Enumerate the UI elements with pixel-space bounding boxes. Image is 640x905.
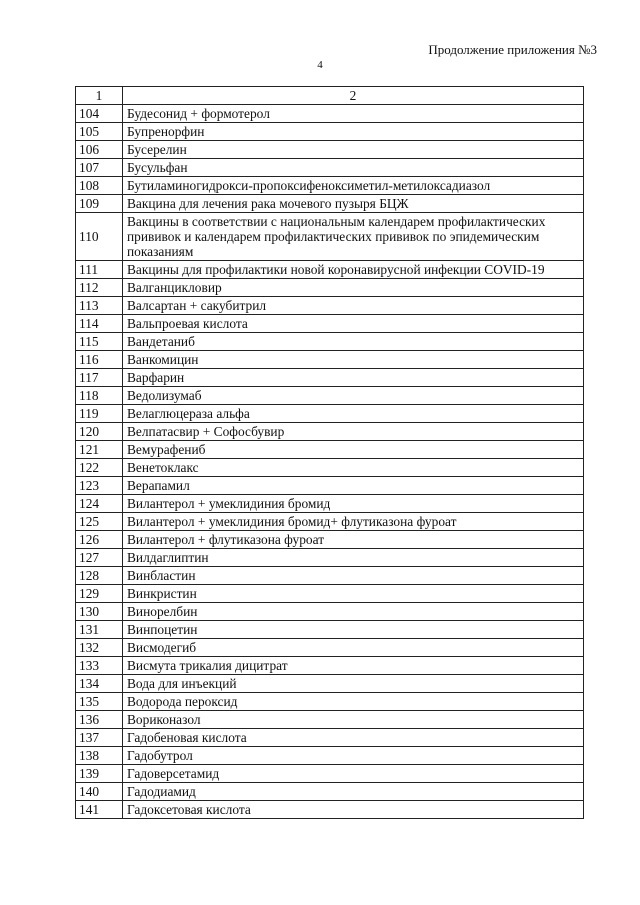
column-header-2: 2	[123, 87, 584, 105]
table-row	[76, 351, 584, 369]
row-number: 109	[76, 195, 123, 213]
medication-name: Вакцины для профилактики новой коронавирусной инфекции COVID-19	[123, 261, 584, 279]
medication-name: Винкристин	[123, 585, 584, 603]
table-row	[76, 495, 584, 513]
table-row	[76, 261, 584, 279]
table-row	[76, 585, 584, 603]
table-row	[76, 765, 584, 783]
row-number: 110	[76, 213, 123, 261]
medication-name: Велаглюцераза альфа	[123, 405, 584, 423]
row-number: 125	[76, 513, 123, 531]
medication-name: Гадоксетовая кислота	[123, 801, 584, 819]
row-number: 139	[76, 765, 123, 783]
medication-table	[75, 86, 584, 819]
table-row	[76, 801, 584, 819]
row-number: 131	[76, 621, 123, 639]
row-number: 133	[76, 657, 123, 675]
row-number: 105	[76, 123, 123, 141]
row-number: 128	[76, 567, 123, 585]
row-number: 111	[76, 261, 123, 279]
medication-name: Вилдаглиптин	[123, 549, 584, 567]
table-row	[76, 213, 584, 261]
table-row	[76, 711, 584, 729]
row-number: 112	[76, 279, 123, 297]
table-row	[76, 513, 584, 531]
table-row	[76, 639, 584, 657]
medication-name: Винбластин	[123, 567, 584, 585]
row-number: 129	[76, 585, 123, 603]
medication-name: Бутиламиногидрокси-пропоксифеноксиметил-метилоксадиазол	[123, 177, 584, 195]
medication-name: Бупренорфин	[123, 123, 584, 141]
medication-name: Вемурафениб	[123, 441, 584, 459]
row-number: 121	[76, 441, 123, 459]
table-row	[76, 159, 584, 177]
row-number: 123	[76, 477, 123, 495]
medication-name: Вилантерол + умеклидиния бромид+ флутиказона фуроат	[123, 513, 584, 531]
row-number: 134	[76, 675, 123, 693]
table-row	[76, 783, 584, 801]
row-number: 104	[76, 105, 123, 123]
column-header-1: 1	[76, 87, 123, 105]
table-body	[76, 87, 584, 819]
medication-name: Вакцины в соответствии с национальным календарем профилактических прививок и календарем профилактических прививок по эпидемическим показаниям	[123, 213, 584, 261]
table-row	[76, 369, 584, 387]
table-row	[76, 315, 584, 333]
medication-name: Водорода пероксид	[123, 693, 584, 711]
medication-name: Гадобеновая кислота	[123, 729, 584, 747]
medication-name: Велпатасвир + Софосбувир	[123, 423, 584, 441]
medication-name: Вальпроевая кислота	[123, 315, 584, 333]
row-number: 122	[76, 459, 123, 477]
medication-name: Гадодиамид	[123, 783, 584, 801]
row-number: 118	[76, 387, 123, 405]
table-row	[76, 123, 584, 141]
table-row	[76, 405, 584, 423]
medication-name: Вакцина для лечения рака мочевого пузыря БЦЖ	[123, 195, 584, 213]
medication-name: Гадобутрол	[123, 747, 584, 765]
table-row	[76, 657, 584, 675]
medication-name: Вандетаниб	[123, 333, 584, 351]
table-row	[76, 387, 584, 405]
medication-name: Гадоверсетамид	[123, 765, 584, 783]
table-row	[76, 141, 584, 159]
medication-name: Вориконазол	[123, 711, 584, 729]
medication-name: Бусульфан	[123, 159, 584, 177]
table-row	[76, 279, 584, 297]
header-note: Продолжение приложения №3	[428, 42, 597, 57]
medication-name: Висмута трикалия дицитрат	[123, 657, 584, 675]
row-number: 138	[76, 747, 123, 765]
medication-name: Висмодегиб	[123, 639, 584, 657]
row-number: 106	[76, 141, 123, 159]
medication-name: Варфарин	[123, 369, 584, 387]
row-number: 135	[76, 693, 123, 711]
row-number: 108	[76, 177, 123, 195]
row-number: 124	[76, 495, 123, 513]
table-header-row	[76, 87, 584, 105]
row-number: 107	[76, 159, 123, 177]
table-row	[76, 477, 584, 495]
row-number: 119	[76, 405, 123, 423]
table-row	[76, 693, 584, 711]
table-row	[76, 549, 584, 567]
table-row	[76, 729, 584, 747]
row-number: 136	[76, 711, 123, 729]
medication-name: Вилантерол + умеклидиния бромид	[123, 495, 584, 513]
medication-name: Винпоцетин	[123, 621, 584, 639]
table-row	[76, 423, 584, 441]
medication-name: Валсартан + сакубитрил	[123, 297, 584, 315]
row-number: 127	[76, 549, 123, 567]
medication-name: Бусерелин	[123, 141, 584, 159]
table-row	[76, 333, 584, 351]
row-number: 130	[76, 603, 123, 621]
row-number: 132	[76, 639, 123, 657]
medication-name: Винорелбин	[123, 603, 584, 621]
row-number: 116	[76, 351, 123, 369]
row-number: 113	[76, 297, 123, 315]
table-row	[76, 177, 584, 195]
row-number: 141	[76, 801, 123, 819]
page-number: 4	[317, 59, 323, 71]
table-row	[76, 603, 584, 621]
medication-name: Верапамил	[123, 477, 584, 495]
medication-name: Ванкомицин	[123, 351, 584, 369]
row-number: 117	[76, 369, 123, 387]
table-row	[76, 531, 584, 549]
medication-name: Валганцикловир	[123, 279, 584, 297]
medication-name: Ведолизумаб	[123, 387, 584, 405]
row-number: 137	[76, 729, 123, 747]
medication-name: Вилантерол + флутиказона фуроат	[123, 531, 584, 549]
table-row	[76, 459, 584, 477]
table-row	[76, 297, 584, 315]
table-row	[76, 105, 584, 123]
row-number: 140	[76, 783, 123, 801]
row-number: 126	[76, 531, 123, 549]
row-number: 114	[76, 315, 123, 333]
row-number: 120	[76, 423, 123, 441]
table-row	[76, 747, 584, 765]
row-number: 115	[76, 333, 123, 351]
table-row	[76, 195, 584, 213]
table-row	[76, 621, 584, 639]
medication-name: Будесонид + формотерол	[123, 105, 584, 123]
medication-name: Венетоклакс	[123, 459, 584, 477]
medication-name: Вода для инъекций	[123, 675, 584, 693]
table-row	[76, 441, 584, 459]
table-row	[76, 567, 584, 585]
table-row	[76, 675, 584, 693]
